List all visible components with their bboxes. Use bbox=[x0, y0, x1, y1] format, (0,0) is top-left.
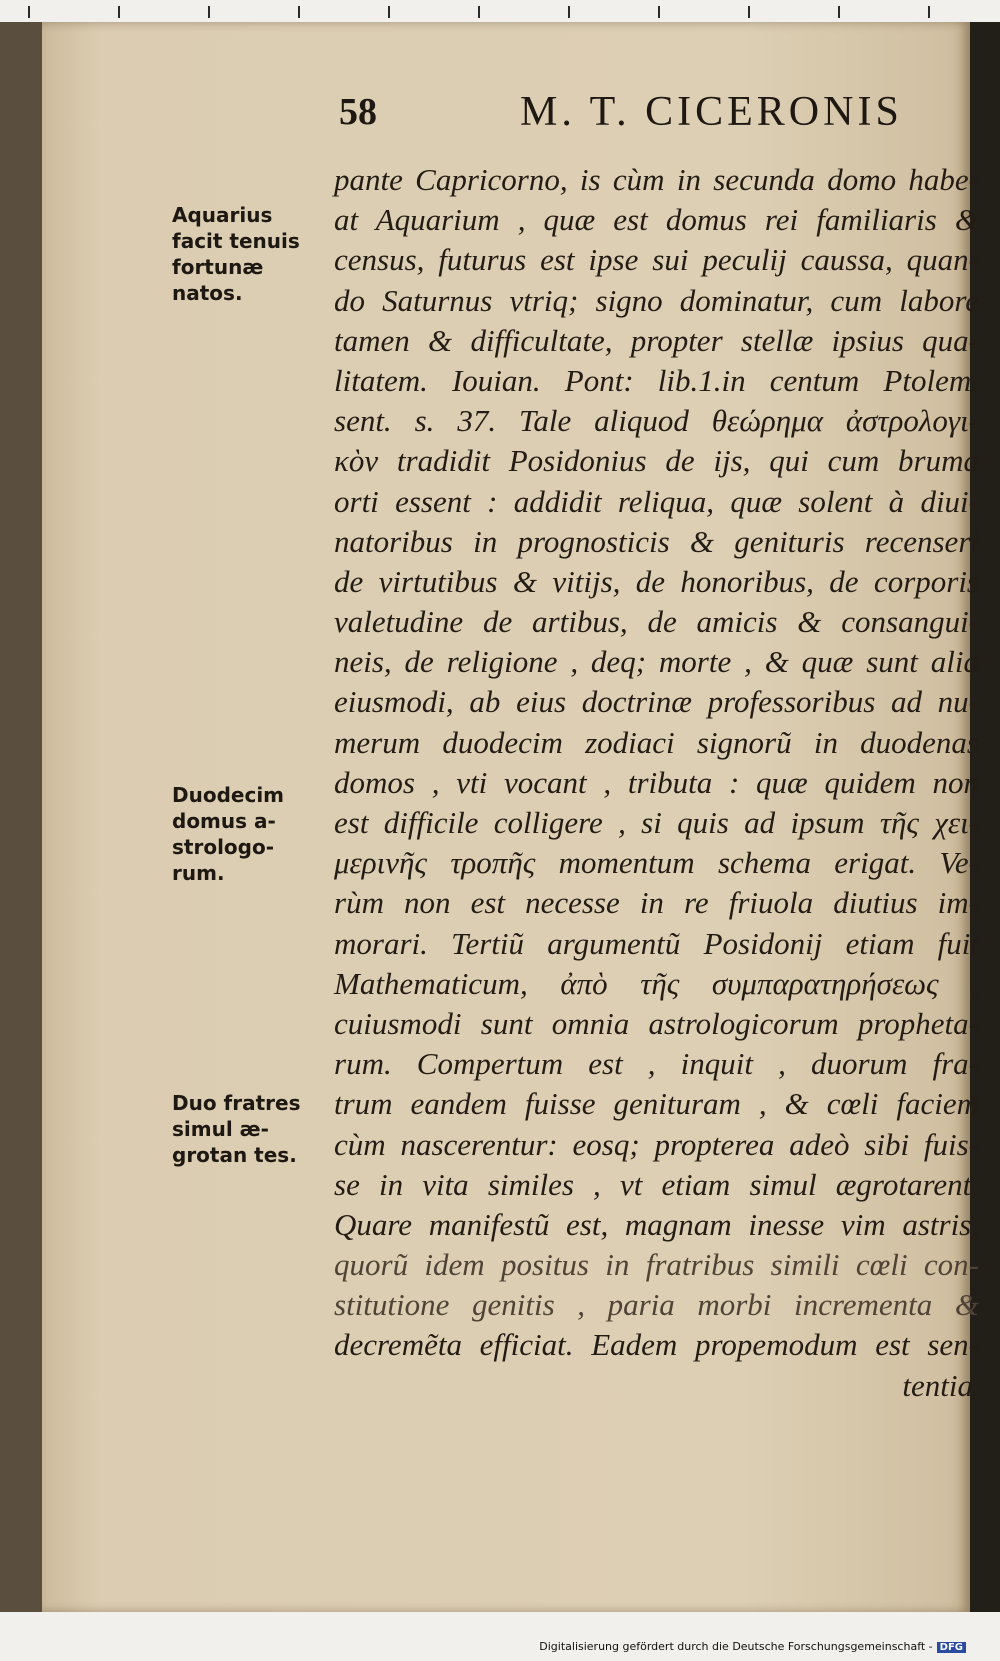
text-line: sent. s. 37. Tale aliquod θεώρημα ἀστρολογι- bbox=[334, 403, 979, 439]
ruler-tick bbox=[118, 6, 120, 18]
text-line: Quare manifestũ est, magnam inesse vim astris, bbox=[334, 1206, 979, 1242]
text-line: at Aquarium , quæ est domus rei familiaris & bbox=[334, 202, 979, 238]
text-line: trum eandem fuisse genituram , & cœli faciem bbox=[334, 1086, 979, 1122]
text-line: rum. Compertum est , inquit , duorum fra- bbox=[334, 1046, 979, 1082]
scan-top-strip bbox=[0, 0, 1000, 22]
text-line: census, futurus est ipse sui peculij caussa, quan- bbox=[334, 242, 979, 278]
text-line: decremẽta efficiat. Eadem propemodum est sen- bbox=[334, 1327, 979, 1363]
marginal-note-line: Aquarius bbox=[172, 203, 273, 227]
text-line: μερινῆς τροπῆς momentum schema erigat. Ve- bbox=[334, 845, 979, 881]
ruler-tick bbox=[928, 6, 930, 18]
digitization-credit bbox=[539, 1640, 966, 1653]
ruler-tick bbox=[478, 6, 480, 18]
marginal-note-line: rum. bbox=[172, 861, 225, 885]
page-number: 58 bbox=[339, 91, 377, 133]
marginal-note bbox=[172, 782, 284, 886]
text-line: morari. Tertiũ argumentũ Posidonij etiam fuit bbox=[334, 925, 979, 961]
text-line: cuiusmodi sunt omnia astrologicorum propheta- bbox=[334, 1005, 979, 1041]
text-line: est difficile colligere , si quis ad ipsum τῆς χει- bbox=[334, 805, 979, 840]
text-line: cùm nascerentur: eosq; propterea adeò sibi fuis- bbox=[334, 1126, 979, 1162]
marginal-note-line: strologo- bbox=[172, 835, 275, 859]
marginal-note bbox=[172, 1090, 301, 1168]
ruler-tick bbox=[748, 6, 750, 18]
credit-text: Digitalisierung gefördert durch die Deutsche Forschungsgemeinschaft - bbox=[539, 1640, 933, 1653]
running-head: M. T. CICERONIS bbox=[520, 89, 903, 135]
text-line: neis, de religione , deq; morte , & quæ sunt alia bbox=[334, 644, 979, 680]
text-line: valetudine de artibus, de amicis & consangui- bbox=[334, 604, 979, 640]
marginal-note bbox=[172, 202, 300, 306]
ruler-tick bbox=[28, 6, 30, 18]
text-line: κὸν tradidit Posidonius de ijs, qui cum bruma bbox=[334, 443, 979, 479]
text-line: de virtutibus & vitijs, de honoribus, de corporis bbox=[334, 563, 979, 599]
text-line: Mathematicum, ἀπὸ τῆς συμπαρατηρήσεως , bbox=[334, 965, 979, 1001]
ruler-tick bbox=[208, 6, 210, 18]
ruler-tick bbox=[838, 6, 840, 18]
marginal-note-line: facit tenuis bbox=[172, 229, 300, 253]
scan-bottom-strip bbox=[0, 1612, 1000, 1661]
marginal-note-line: Duodecim bbox=[172, 783, 285, 807]
body-text bbox=[334, 160, 979, 1406]
text-line: quorũ idem positus in fratribus simili cœli con- bbox=[334, 1247, 979, 1283]
dfg-logo: DFG bbox=[937, 1642, 966, 1653]
marginal-note-line: domus a- bbox=[172, 809, 276, 833]
book-gutter bbox=[0, 22, 42, 1612]
marginal-note-line: natos. bbox=[172, 281, 243, 305]
text-line: natoribus in prognosticis & genituris recenseri bbox=[334, 523, 979, 559]
ruler-tick bbox=[568, 6, 570, 18]
catchword: tentia bbox=[902, 1367, 973, 1403]
text-line: se in vita similes , vt etiam simul ægrotarent. bbox=[334, 1166, 979, 1202]
ruler-tick bbox=[298, 6, 300, 18]
text-line: stitutione genitis , paria morbi incrementa & bbox=[334, 1287, 979, 1323]
text-line: pante Capricorno, is cùm in secunda domo habe- bbox=[334, 162, 979, 197]
page-header bbox=[0, 88, 1000, 138]
ruler-tick bbox=[658, 6, 660, 18]
marginal-note-line: grotan tes. bbox=[172, 1143, 297, 1167]
text-line: tamen & difficultate, propter stellæ ipsius qua- bbox=[334, 322, 979, 358]
text-line: merum duodecim zodiaci signorũ in duodenas bbox=[334, 724, 979, 760]
marginal-note-line: simul æ- bbox=[172, 1117, 269, 1141]
text-line: orti essent : addidit reliqua, quæ solent à diui- bbox=[334, 483, 979, 519]
text-line: eiusmodi, ab eius doctrinæ professoribus ad nu- bbox=[334, 684, 979, 720]
text-line: litatem. Iouian. Pont: lib.1.in centum Ptolem. bbox=[334, 362, 979, 398]
text-line: rùm non est necesse in re friuola diutius im- bbox=[334, 885, 979, 921]
text-line: do Saturnus vtriq; signo dominatur, cum labore bbox=[334, 282, 979, 318]
text-line: domos , vti vocant , tributa : quæ quidem non bbox=[334, 764, 979, 800]
marginal-note-line: Duo fratres bbox=[172, 1091, 301, 1115]
ruler-tick bbox=[388, 6, 390, 18]
marginal-note-line: fortunæ bbox=[172, 255, 264, 279]
